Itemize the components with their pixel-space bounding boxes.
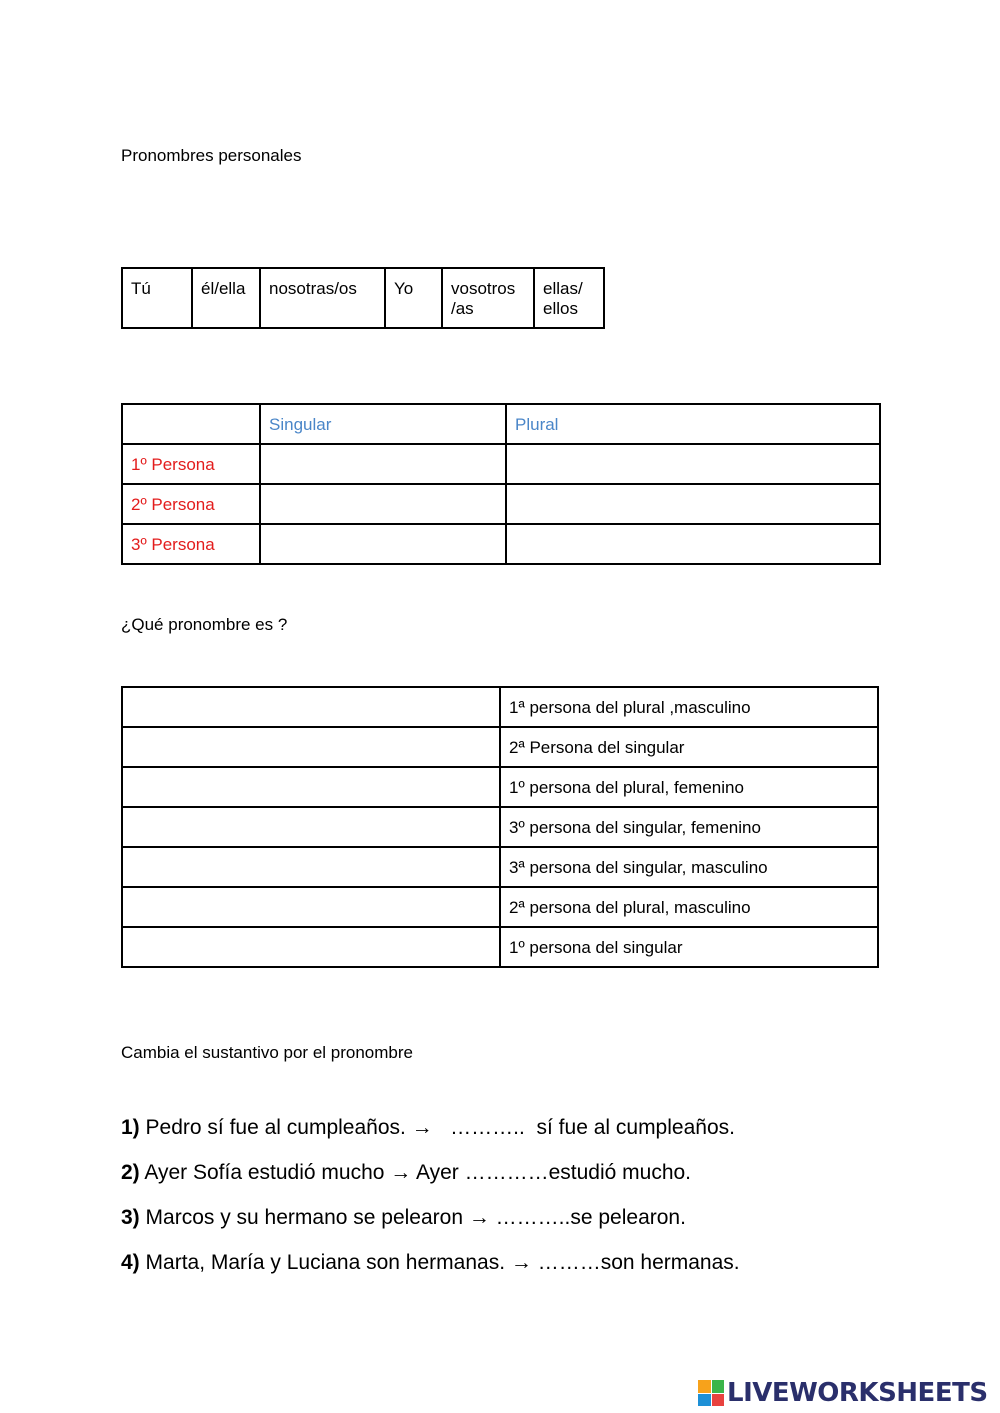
sentence-1	[121, 1116, 735, 1140]
sentence-text: Marta, María y Luciana son hermanas. → ………son hermanas.	[139, 1251, 740, 1274]
sentence-3	[121, 1206, 686, 1230]
grid-row-label: 3º Persona	[122, 524, 260, 564]
sentence-number: 3)	[121, 1206, 140, 1229]
description-cell: 2ª persona del plural, masculino	[500, 887, 878, 927]
drop-zone-singular[interactable]	[260, 524, 506, 564]
pronoun-bank-cell[interactable]	[260, 268, 385, 328]
pronoun-bank-table	[121, 267, 605, 329]
pronoun-bank-cell[interactable]	[442, 268, 534, 328]
answer-input-cell[interactable]	[122, 727, 500, 767]
pronoun-label: ellas/ ellos	[543, 279, 583, 318]
sentence-4	[121, 1251, 740, 1275]
drop-zone-plural[interactable]	[506, 444, 880, 484]
sentence-text: Ayer Sofía estudió mucho → Ayer …………estudió mucho.	[139, 1161, 692, 1184]
pronoun-label: Tú	[131, 279, 151, 298]
question-heading: ¿Qué pronombre es ?	[121, 615, 288, 634]
description-cell: 2ª Persona del singular	[500, 727, 878, 767]
sentence-number: 1)	[121, 1116, 140, 1139]
pronoun-bank-cell[interactable]	[385, 268, 442, 328]
drop-zone-singular[interactable]	[260, 444, 506, 484]
sentence-2	[121, 1161, 691, 1185]
describe-table	[121, 686, 879, 968]
answer-input-cell[interactable]	[122, 807, 500, 847]
pronoun-bank-cell[interactable]	[192, 268, 260, 328]
answer-input-cell[interactable]	[122, 767, 500, 807]
person-grid-table	[121, 403, 881, 565]
pronoun-label: él/ella	[201, 279, 246, 298]
sentence-text: Marcos y su hermano se pelearon → ………..se pelearon.	[139, 1206, 686, 1229]
description-cell: 1ª persona del plural ,masculino	[500, 687, 878, 727]
description-cell: 3ª persona del singular, masculino	[500, 847, 878, 887]
pronoun-label: vosotros /as	[451, 279, 516, 318]
change-heading: Cambia el sustantivo por el pronombre	[121, 1043, 413, 1062]
sentence-text: Pedro sí fue al cumpleaños. → ……….. sí fue al cumpleaños.	[139, 1116, 735, 1139]
answer-input-cell[interactable]	[122, 887, 500, 927]
answer-input-cell[interactable]	[122, 847, 500, 887]
grid-header-singular: Singular	[260, 404, 506, 444]
liveworksheets-logo[interactable]	[698, 1378, 988, 1408]
description-cell: 1º persona del singular	[500, 927, 878, 967]
pronoun-bank-cell[interactable]	[534, 268, 604, 328]
grid-corner-cell	[122, 404, 260, 444]
grid-header-plural: Plural	[506, 404, 880, 444]
sentence-number: 2)	[121, 1161, 140, 1184]
logo-text: LIVEWORKSHEETS	[727, 1378, 988, 1408]
answer-input-cell[interactable]	[122, 927, 500, 967]
description-cell: 3º persona del singular, femenino	[500, 807, 878, 847]
pronoun-label: Yo	[394, 279, 414, 298]
answer-input-cell[interactable]	[122, 687, 500, 727]
grid-row-label: 2º Persona	[122, 484, 260, 524]
drop-zone-plural[interactable]	[506, 524, 880, 564]
description-cell: 1º persona del plural, femenino	[500, 767, 878, 807]
pronoun-bank-cell[interactable]	[122, 268, 192, 328]
drop-zone-plural[interactable]	[506, 484, 880, 524]
pronoun-label: nosotras/os	[269, 279, 357, 298]
sentence-number: 4)	[121, 1251, 140, 1274]
grid-row-label: 1º Persona	[122, 444, 260, 484]
drop-zone-singular[interactable]	[260, 484, 506, 524]
liveworksheets-logo-icon	[698, 1380, 724, 1406]
page-title: Pronombres personales	[121, 146, 302, 165]
